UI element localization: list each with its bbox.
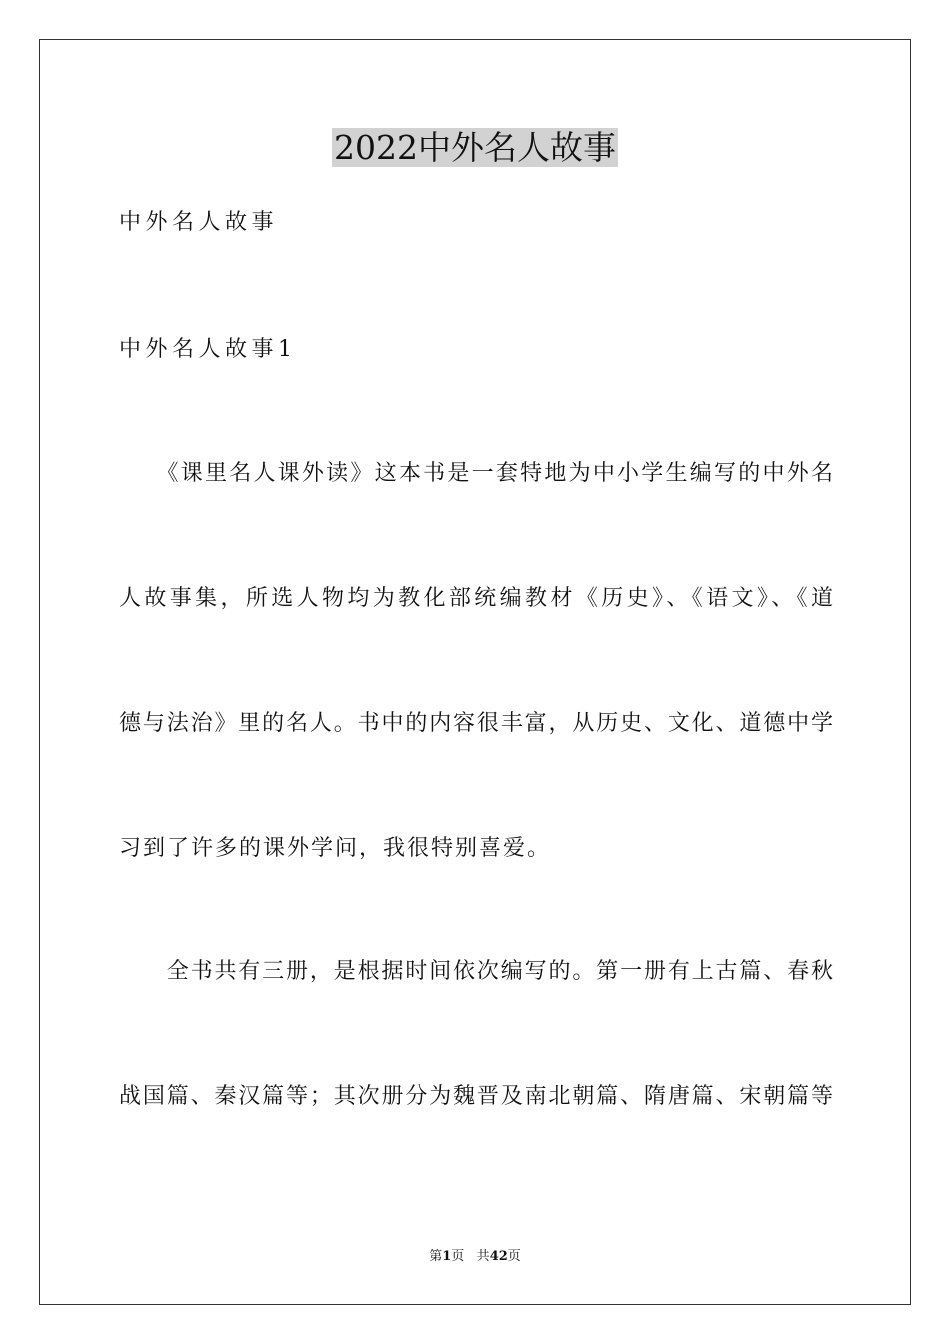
- body-line: 德与法治》里的名人。书中的内容很丰富，从历史、文化、道德中学: [119, 711, 833, 736]
- subtitle-line: 中外名人故事: [119, 210, 279, 235]
- page-footer: [0, 1248, 950, 1266]
- document-title-text: 2022中外名人故事: [334, 128, 616, 167]
- body-line: 习到了许多的课外学问，我很特别喜爱。: [119, 836, 552, 861]
- body-line: 战国篇、秦汉篇等；其次册分为魏晋及南北朝篇、隋唐篇、宋朝篇等: [119, 1084, 833, 1109]
- footer-page-prefix: 第: [429, 1249, 443, 1264]
- footer-total-pages: 42: [489, 1249, 508, 1264]
- footer-page-number: 1: [442, 1249, 452, 1264]
- footer-total-suffix: 页: [507, 1249, 521, 1264]
- body-line: 全书共有三册，是根据时间依次编写的。第一册有上古篇、春秋: [119, 959, 833, 984]
- document-title: [0, 128, 950, 168]
- body-line: 人故事集，所选人物均为教化部统编教材《历史》、《语文》、《道: [119, 586, 833, 611]
- body-line: 《课里名人课外读》这本书是一套特地为中小学生编写的中外名: [119, 461, 833, 486]
- section-heading: 中外名人故事1: [119, 337, 297, 362]
- footer-total-prefix: 共: [476, 1249, 490, 1264]
- footer-page-suffix: 页: [451, 1249, 465, 1264]
